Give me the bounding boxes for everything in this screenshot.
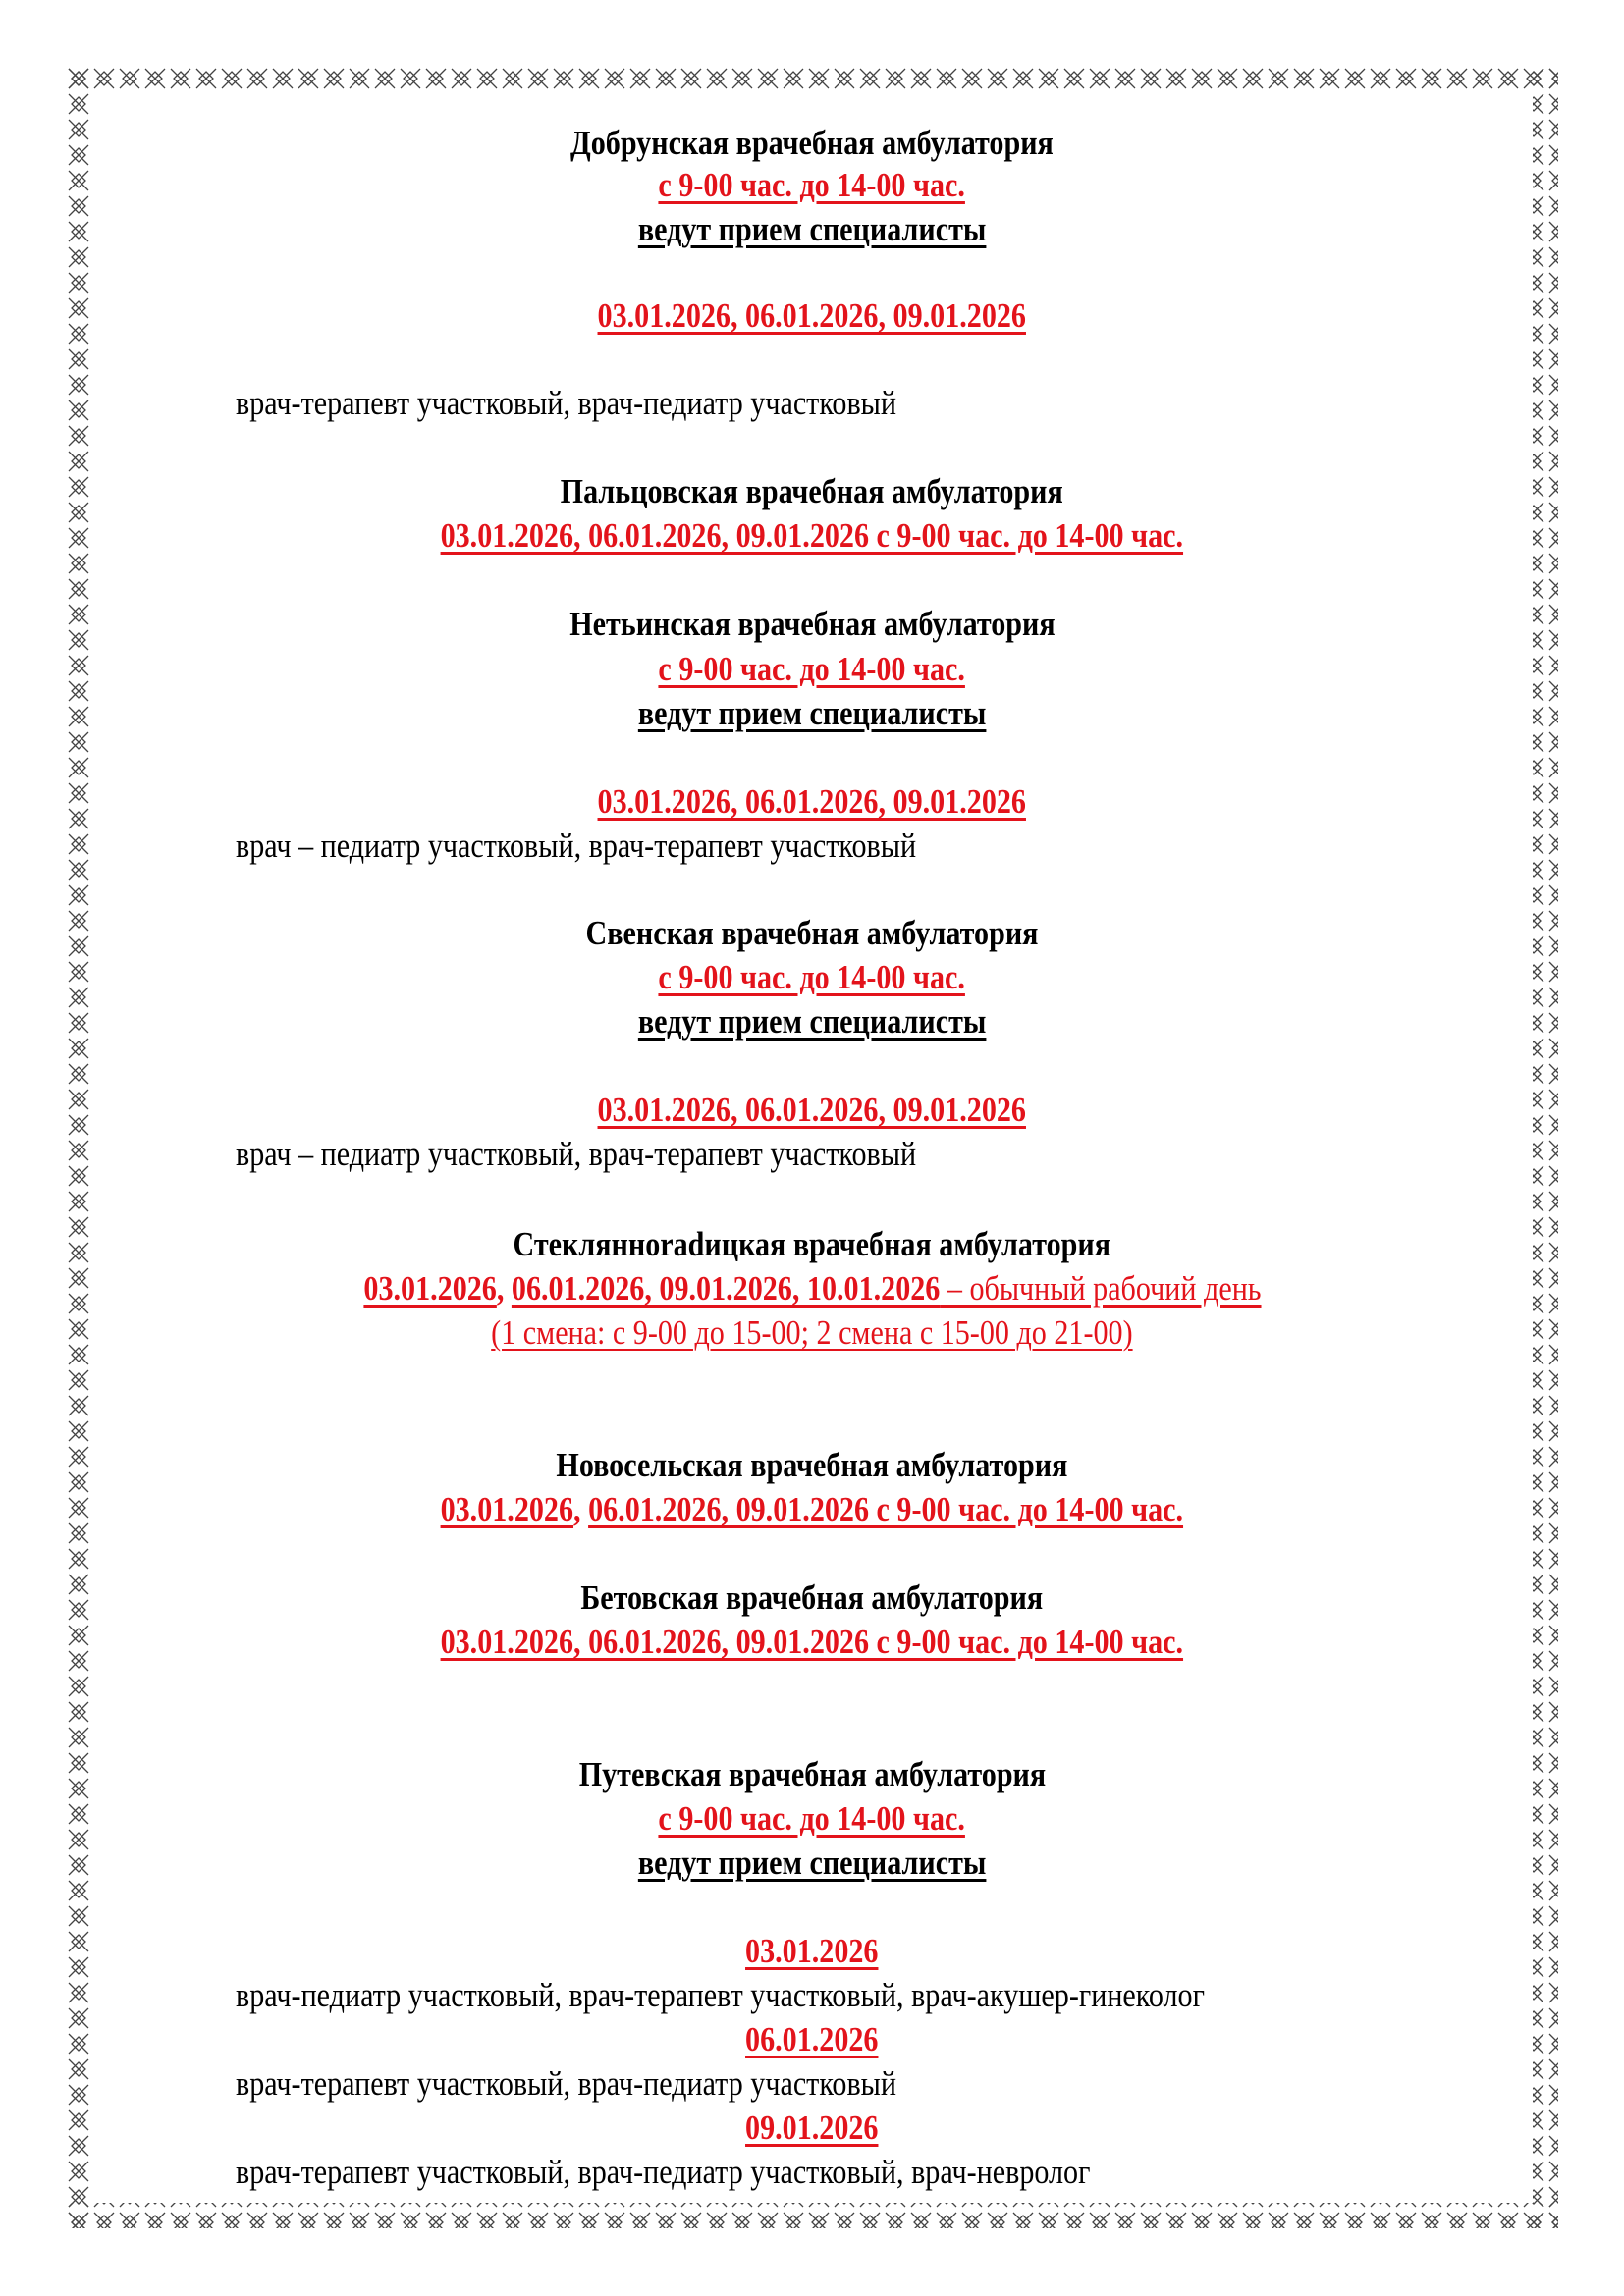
hours bbox=[0, 163, 1624, 208]
shifts bbox=[0, 1310, 1624, 1356]
dates-text: 03.01.2026, 06.01.2026, 09.01.2026 bbox=[597, 1091, 1027, 1129]
schedule bbox=[0, 513, 1624, 559]
day-date bbox=[0, 2106, 1624, 2151]
specialists-label bbox=[0, 999, 1624, 1044]
specialists-label bbox=[0, 207, 1624, 252]
section-title-text: Свенская врачебная амбулатория bbox=[585, 914, 1039, 952]
day-doctors bbox=[236, 1973, 1363, 2018]
section-title bbox=[0, 911, 1624, 956]
note: – обычный рабочий день bbox=[939, 1269, 1262, 1308]
day-doctors-text: врач-терапевт участковый, врач-педиатр участковый, врач-невролог bbox=[236, 2153, 1091, 2191]
hours-text: с 9-00 час. до 14-00 час. bbox=[658, 650, 966, 688]
section-title bbox=[0, 469, 1624, 514]
dates-text: 03.01.2026, 06.01.2026, 09.01.2026 bbox=[597, 296, 1027, 335]
section-title-text: Стеклянноradицкая врачебная амбулатория bbox=[513, 1225, 1111, 1263]
section-title-text: Пальцовская врачебная амбулатория bbox=[560, 472, 1064, 510]
section-title bbox=[0, 121, 1624, 166]
doctors-text: врач – педиатр участковый, врач-терапевт участковый bbox=[236, 827, 917, 865]
dates-text: 03.01.2026, 06.01.2026, 09.01.2026 bbox=[597, 782, 1027, 821]
specialists-label-text: ведут прием специалисты bbox=[637, 1002, 987, 1041]
dates-rest: 06.01.2026, 09.01.2026, 10.01.2026 bbox=[511, 1269, 940, 1308]
day-date-text: 09.01.2026 bbox=[745, 2109, 879, 2147]
section-title bbox=[0, 602, 1624, 647]
section-title-text: Добрунская врачебная амбулатория bbox=[570, 124, 1054, 162]
separator: , bbox=[496, 1269, 504, 1308]
section-title-text: Путевская врачебная амбулатория bbox=[578, 1755, 1046, 1793]
hours bbox=[0, 647, 1624, 692]
hours-text: с 9-00 час. до 14-00 час. bbox=[658, 166, 966, 204]
schedule-text: 03.01.2026, 06.01.2026, 09.01.2026 с 9-00 час. до 14-00 час. bbox=[440, 516, 1184, 555]
specialists-label bbox=[0, 691, 1624, 736]
dates bbox=[0, 1088, 1624, 1133]
hours-text: с 9-00 час. до 14-00 час. bbox=[658, 958, 966, 996]
doctors-text: врач-терапевт участковый, врач-педиатр участковый bbox=[236, 384, 897, 422]
section-title-text: Бетовская врачебная амбулатория bbox=[580, 1578, 1044, 1617]
specialists-label-text: ведут прием специалисты bbox=[637, 1843, 987, 1882]
doctors bbox=[236, 824, 1027, 869]
dates bbox=[0, 779, 1624, 825]
specialists-label-text: ведут прием специалисты bbox=[637, 210, 987, 248]
section-title bbox=[0, 1575, 1624, 1621]
section-title bbox=[0, 1222, 1624, 1267]
dates bbox=[0, 294, 1624, 339]
day-date bbox=[0, 2017, 1624, 2062]
schedule bbox=[0, 1620, 1624, 1665]
schedule-text: 03.01.2026, 06.01.2026, 09.01.2026 с 9-00 час. до 14-00 час. bbox=[440, 1623, 1184, 1661]
day-doctors-text: врач-терапевт участковый, врач-педиатр участковый bbox=[236, 2064, 897, 2103]
date-first: 03.01.2026 bbox=[362, 1269, 497, 1308]
day-doctors bbox=[236, 2061, 1004, 2107]
day-date-text: 03.01.2026 bbox=[745, 1932, 879, 1970]
section-title bbox=[0, 1752, 1624, 1797]
date-first: 03.01.2026 bbox=[440, 1490, 574, 1528]
specialists-label-text: ведут прием специалисты bbox=[637, 694, 987, 732]
doctors-text: врач – педиатр участковый, врач-терапевт участковый bbox=[236, 1135, 917, 1173]
schedule bbox=[0, 1266, 1624, 1311]
doctors bbox=[236, 1132, 1027, 1177]
shifts-text: (1 смена: с 9-00 до 15-00; 2 смена с 15-00 до 21-00) bbox=[491, 1313, 1133, 1352]
day-date-text: 06.01.2026 bbox=[745, 2020, 879, 2058]
hours-text: с 9-00 час. до 14-00 час. bbox=[658, 1799, 966, 1838]
doctors bbox=[236, 381, 1004, 426]
schedule-rest: 06.01.2026, 09.01.2026 с 9-00 час. до 14-00 час. bbox=[588, 1490, 1184, 1528]
specialists-label bbox=[0, 1841, 1624, 1886]
section-title-text: Новосельская врачебная амбулатория bbox=[556, 1446, 1068, 1484]
hours bbox=[0, 955, 1624, 1000]
schedule bbox=[0, 1487, 1624, 1532]
section-title bbox=[0, 1443, 1624, 1488]
day-date bbox=[0, 1929, 1624, 1974]
section-title-text: Нетьинская врачебная амбулатория bbox=[568, 605, 1056, 643]
hours bbox=[0, 1796, 1624, 1842]
day-doctors bbox=[236, 2150, 1229, 2195]
day-doctors-text: врач-педиатр участковый, врач-терапевт участковый, врач-акушер-гинеколог bbox=[236, 1976, 1205, 2014]
separator: , bbox=[573, 1490, 581, 1528]
